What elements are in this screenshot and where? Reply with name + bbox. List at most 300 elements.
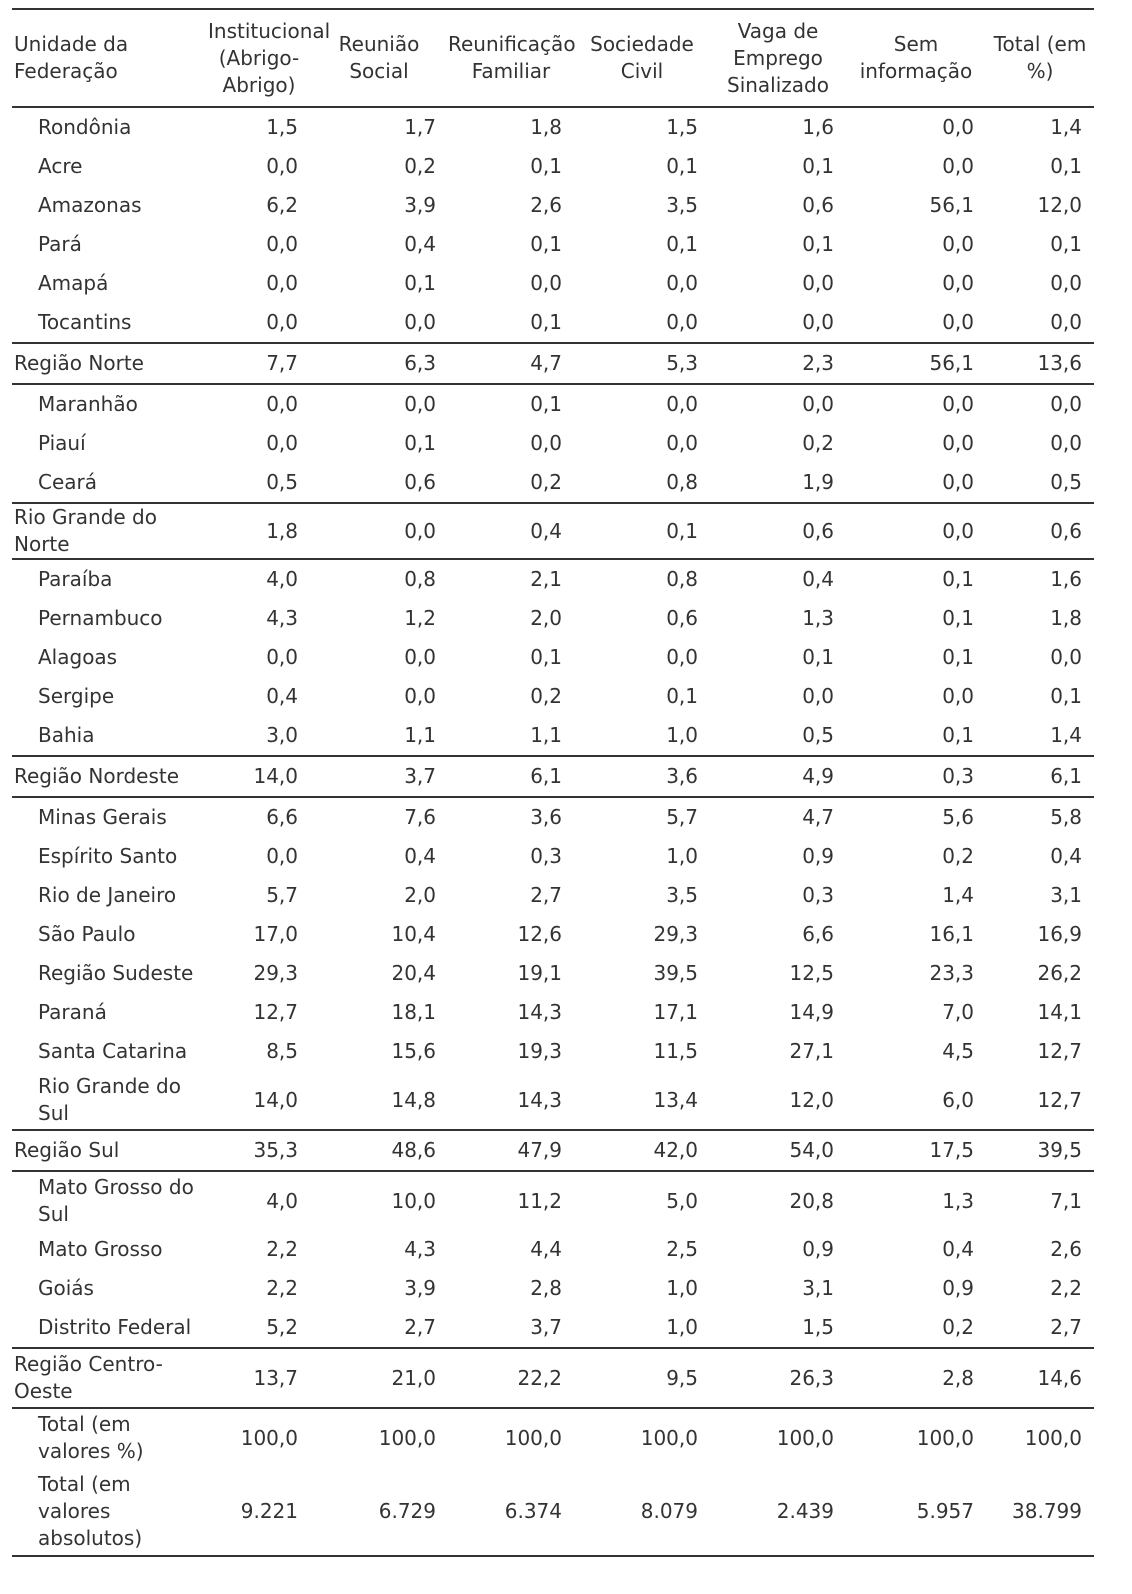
table-cell: 4,5: [942, 1039, 974, 1063]
table-row: [12, 1269, 1094, 1308]
table-cell: 12,7: [1037, 1087, 1082, 1112]
table-cell: 0,4: [1050, 844, 1082, 868]
table-row: [12, 186, 1094, 225]
table-cell: 19,1: [517, 961, 562, 985]
table-cell: 0,0: [942, 271, 974, 295]
table-cell: 0,1: [666, 232, 698, 256]
table-cell: 1,0: [666, 1276, 698, 1300]
table-cell: 39,5: [653, 961, 698, 985]
region-row: [12, 1130, 1094, 1171]
table-row: [12, 837, 1094, 876]
table-cell: 20,4: [391, 961, 436, 985]
data-table: [12, 8, 1094, 1557]
row-label: Sergipe: [38, 684, 115, 708]
table-cell: 6,2: [266, 193, 298, 217]
table-cell: 1,4: [1050, 723, 1082, 747]
table-cell: 0,8: [666, 567, 698, 591]
table-cell: 6.729: [310, 1467, 448, 1556]
table-cell: 1,3: [802, 606, 834, 630]
table-cell: 7,1: [1050, 1188, 1082, 1213]
table-cell: 0,4: [942, 1237, 974, 1261]
column-header: Reunificação Familiar: [448, 9, 574, 107]
column-header: Sociedade Civil: [574, 9, 710, 107]
table-cell: 4,4: [530, 1237, 562, 1261]
table-cell: 0,1: [942, 723, 974, 747]
table-cell: 2,7: [530, 883, 562, 907]
table-cell: 2,0: [404, 883, 436, 907]
row-label: Ceará: [38, 470, 98, 494]
table-cell: 2,6: [1050, 1237, 1082, 1261]
table-cell: 0,1: [404, 431, 436, 455]
table-cell: 0,6: [802, 193, 834, 217]
table-cell: 0,2: [942, 844, 974, 868]
row-label: Acre: [38, 154, 83, 178]
table-cell: 0,0: [266, 645, 298, 669]
table-cell: 0,1: [530, 232, 562, 256]
table-cell: 2,7: [404, 1315, 436, 1339]
row-label: Tocantins: [38, 310, 132, 334]
table-cell: 13,7: [208, 1348, 310, 1408]
table-cell: 6,3: [310, 343, 448, 384]
table-cell: 6,0: [942, 1087, 974, 1112]
table-row: [12, 1408, 1094, 1467]
row-label: Distrito Federal: [38, 1315, 192, 1339]
table-cell: 0,0: [266, 431, 298, 455]
table-cell: 100,0: [504, 1425, 562, 1450]
table-cell: 2,8: [846, 1348, 986, 1408]
table-row: [12, 1308, 1094, 1348]
table-cell: 3,1: [1050, 883, 1082, 907]
table-cell: 0,0: [266, 392, 298, 416]
row-label: Rio Grande do Norte: [12, 503, 208, 559]
table-row: [12, 559, 1094, 599]
table-container: [12, 8, 1094, 1557]
table-cell: 38.799: [986, 1467, 1094, 1556]
table-cell: 0,9: [802, 1237, 834, 1261]
table-cell: 6,1: [448, 756, 574, 797]
table-cell: 0,4: [404, 232, 436, 256]
table-cell: 0,0: [1050, 392, 1082, 416]
table-cell: 12,6: [517, 922, 562, 946]
table-cell: 0,6: [666, 606, 698, 630]
table-row: [12, 384, 1094, 424]
table-cell: 56,1: [846, 343, 986, 384]
table-cell: 0,0: [1050, 271, 1082, 295]
table-cell: 5,7: [266, 883, 298, 907]
table-cell: 7,7: [208, 343, 310, 384]
table-body: [12, 107, 1094, 1556]
header-row: [12, 9, 1094, 107]
table-cell: 23,3: [929, 961, 974, 985]
table-cell: 3,6: [530, 805, 562, 829]
table-cell: 1,3: [942, 1188, 974, 1213]
table-cell: 0,1: [802, 154, 834, 178]
table-cell: 6,1: [986, 756, 1094, 797]
table-cell: 1,8: [1050, 606, 1082, 630]
table-cell: 2.439: [710, 1467, 846, 1556]
row-label: Total (em valores %): [38, 1412, 144, 1463]
table-cell: 1,6: [1050, 567, 1082, 591]
table-cell: 5,3: [574, 343, 710, 384]
table-cell: 17,0: [253, 922, 298, 946]
table-row: [12, 225, 1094, 264]
row-label: Região Sudeste: [38, 961, 194, 985]
table-cell: 5,0: [666, 1188, 698, 1213]
table-row: [12, 993, 1094, 1032]
table-row: [12, 1230, 1094, 1269]
table-cell: 5,7: [666, 805, 698, 829]
table-cell: 3,9: [404, 193, 436, 217]
table-cell: 0,2: [530, 684, 562, 708]
table-cell: 2,6: [530, 193, 562, 217]
table-cell: 0,0: [666, 645, 698, 669]
table-cell: 1,4: [942, 883, 974, 907]
table-cell: 0,9: [942, 1276, 974, 1300]
column-header: Reunião Social: [310, 9, 448, 107]
table-cell: 14,3: [517, 1087, 562, 1112]
table-cell: 3,5: [666, 883, 698, 907]
region-row: [12, 1348, 1094, 1408]
table-cell: 0,0: [1050, 431, 1082, 455]
table-cell: 0,5: [266, 470, 298, 494]
table-cell: 9.221: [208, 1467, 310, 1556]
table-cell: 13,4: [653, 1087, 698, 1112]
table-cell: 1,5: [802, 1315, 834, 1339]
table-cell: 0,1: [802, 645, 834, 669]
table-row: [12, 876, 1094, 915]
table-cell: 1,0: [666, 1315, 698, 1339]
table-cell: 1,4: [1050, 115, 1082, 139]
table-cell: 0,0: [942, 392, 974, 416]
table-cell: 0,0: [1050, 310, 1082, 334]
table-cell: 0,0: [802, 271, 834, 295]
table-row: [12, 599, 1094, 638]
table-row: [12, 147, 1094, 186]
table-cell: 2,7: [1050, 1315, 1082, 1339]
table-cell: 100,0: [1024, 1425, 1082, 1450]
column-header: Sem informação: [846, 9, 986, 107]
table-cell: 17,1: [653, 1000, 698, 1024]
row-label: Mato Grosso: [38, 1237, 163, 1261]
table-cell: 7,0: [942, 1000, 974, 1024]
table-cell: 21,0: [310, 1348, 448, 1408]
table-cell: 0,6: [404, 470, 436, 494]
table-cell: 1,5: [666, 115, 698, 139]
table-cell: 2,8: [530, 1276, 562, 1300]
table-cell: 3,1: [802, 1276, 834, 1300]
table-cell: 0,8: [666, 470, 698, 494]
table-cell: 100,0: [378, 1425, 436, 1450]
table-cell: 0,0: [404, 392, 436, 416]
row-label: Rio Grande do Sul: [38, 1074, 181, 1125]
table-cell: 0,0: [942, 431, 974, 455]
row-label: Piauí: [38, 431, 86, 455]
table-cell: 2,3: [710, 343, 846, 384]
table-cell: 12,7: [1037, 1039, 1082, 1063]
table-cell: 12,7: [253, 1000, 298, 1024]
row-label: Goiás: [38, 1276, 94, 1300]
table-cell: 6,6: [266, 805, 298, 829]
table-cell: 0,1: [666, 684, 698, 708]
row-label: Mato Grosso do Sul: [38, 1175, 194, 1226]
table-cell: 1,9: [802, 470, 834, 494]
table-cell: 1,1: [404, 723, 436, 747]
table-cell: 14,8: [391, 1087, 436, 1112]
row-label: Rio de Janeiro: [38, 883, 177, 907]
table-cell: 4,9: [710, 756, 846, 797]
table-cell: 0,1: [404, 271, 436, 295]
table-cell: 0,3: [802, 883, 834, 907]
table-cell: 0,1: [1050, 684, 1082, 708]
region-row: [12, 503, 1094, 559]
row-label: Minas Gerais: [38, 805, 167, 829]
row-label: Bahia: [38, 723, 95, 747]
table-cell: 14,3: [517, 1000, 562, 1024]
table-row: [12, 716, 1094, 756]
table-cell: 1,0: [666, 844, 698, 868]
table-cell: 2,1: [530, 567, 562, 591]
table-cell: 0,0: [802, 684, 834, 708]
table-cell: 0,0: [666, 271, 698, 295]
table-cell: 0,0: [942, 684, 974, 708]
table-cell: 3,0: [266, 723, 298, 747]
table-row: [12, 1032, 1094, 1071]
table-cell: 14,0: [253, 1087, 298, 1112]
table-cell: 4,3: [404, 1237, 436, 1261]
table-cell: 29,3: [653, 922, 698, 946]
table-cell: 0,0: [846, 503, 986, 559]
table-cell: 14,6: [986, 1348, 1094, 1408]
table-cell: 1,1: [530, 723, 562, 747]
table-cell: 3,6: [574, 756, 710, 797]
row-label: Alagoas: [38, 645, 118, 669]
table-cell: 0,0: [666, 431, 698, 455]
table-cell: 3,7: [310, 756, 448, 797]
table-cell: 0,6: [986, 503, 1094, 559]
table-row: [12, 797, 1094, 837]
table-cell: 0,0: [802, 392, 834, 416]
row-label: Paraíba: [38, 567, 113, 591]
table-cell: 0,1: [802, 232, 834, 256]
row-label: Região Centro-Oeste: [12, 1348, 208, 1408]
row-label: Pará: [38, 232, 82, 256]
table-cell: 26,3: [710, 1348, 846, 1408]
table-row: [12, 264, 1094, 303]
table-row: [12, 915, 1094, 954]
table-cell: 0,2: [404, 154, 436, 178]
table-cell: 35,3: [208, 1130, 310, 1171]
column-header: Institucional (Abrigo-Abrigo): [208, 9, 310, 107]
table-row: [12, 954, 1094, 993]
row-label: Amazonas: [38, 193, 142, 217]
table-cell: 5.957: [846, 1467, 986, 1556]
table-cell: 1,7: [404, 115, 436, 139]
table-cell: 39,5: [986, 1130, 1094, 1171]
table-cell: 0,0: [942, 154, 974, 178]
table-cell: 56,1: [929, 193, 974, 217]
region-row: [12, 756, 1094, 797]
table-cell: 1,8: [208, 503, 310, 559]
table-cell: 6.374: [448, 1467, 574, 1556]
table-cell: 0,0: [942, 310, 974, 334]
table-cell: 5,2: [266, 1315, 298, 1339]
table-cell: 20,8: [789, 1188, 834, 1213]
table-cell: 0,1: [530, 645, 562, 669]
table-cell: 14,9: [789, 1000, 834, 1024]
table-cell: 42,0: [574, 1130, 710, 1171]
table-cell: 8.079: [574, 1467, 710, 1556]
table-cell: 0,6: [710, 503, 846, 559]
table-cell: 1,0: [666, 723, 698, 747]
table-row: [12, 303, 1094, 343]
table-cell: 3,9: [404, 1276, 436, 1300]
table-cell: 0,4: [802, 567, 834, 591]
row-label: Região Norte: [12, 343, 208, 384]
table-cell: 0,2: [802, 431, 834, 455]
table-cell: 0,4: [404, 844, 436, 868]
row-label: Maranhão: [38, 392, 138, 416]
table-cell: 12,5: [789, 961, 834, 985]
table-cell: 0,1: [1050, 232, 1082, 256]
table-cell: 17,5: [846, 1130, 986, 1171]
row-label: Amapá: [38, 271, 109, 295]
table-cell: 16,9: [1037, 922, 1082, 946]
table-cell: 0,0: [942, 115, 974, 139]
table-cell: 0,1: [942, 567, 974, 591]
table-cell: 1,6: [802, 115, 834, 139]
table-cell: 0,5: [1050, 470, 1082, 494]
table-cell: 0,0: [266, 310, 298, 334]
row-label: Paraná: [38, 1000, 107, 1024]
table-cell: 0,0: [666, 310, 698, 334]
table-cell: 0,0: [404, 684, 436, 708]
table-cell: 0,0: [942, 232, 974, 256]
table-cell: 0,0: [404, 645, 436, 669]
table-cell: 0,1: [1050, 154, 1082, 178]
table-cell: 4,7: [448, 343, 574, 384]
table-cell: 0,8: [404, 567, 436, 591]
table-cell: 0,4: [266, 684, 298, 708]
row-label: Total (em valores absolutos): [12, 1467, 208, 1556]
table-cell: 4,7: [802, 805, 834, 829]
table-row: [12, 107, 1094, 147]
table-row: [12, 677, 1094, 716]
table-cell: 9,5: [574, 1348, 710, 1408]
table-cell: 0,1: [666, 154, 698, 178]
table-cell: 26,2: [1037, 961, 1082, 985]
table-cell: 8,5: [266, 1039, 298, 1063]
table-cell: 14,1: [1037, 1000, 1082, 1024]
row-label: Pernambuco: [38, 606, 163, 630]
row-label: Espírito Santo: [38, 844, 178, 868]
table-cell: 7,6: [404, 805, 436, 829]
row-label: Região Nordeste: [12, 756, 208, 797]
row-label: Santa Catarina: [38, 1039, 188, 1063]
table-cell: 2,2: [1050, 1276, 1082, 1300]
table-cell: 0,1: [942, 606, 974, 630]
table-cell: 10,0: [391, 1188, 436, 1213]
table-cell: 2,5: [666, 1237, 698, 1261]
column-header: Unidade da Federação: [12, 9, 208, 107]
table-cell: 48,6: [310, 1130, 448, 1171]
table-cell: 0,0: [802, 310, 834, 334]
table-cell: 1,2: [404, 606, 436, 630]
table-cell: 18,1: [391, 1000, 436, 1024]
table-cell: 0,0: [530, 271, 562, 295]
column-header: Total (em %): [986, 9, 1094, 107]
table-cell: 4,3: [266, 606, 298, 630]
table-cell: 100,0: [916, 1425, 974, 1450]
table-cell: 0,0: [404, 310, 436, 334]
table-cell: 3,5: [666, 193, 698, 217]
column-header: Vaga de Emprego Sinalizado: [710, 9, 846, 107]
table-cell: 1,8: [530, 115, 562, 139]
table-cell: 27,1: [789, 1039, 834, 1063]
table-row: [12, 424, 1094, 463]
table-row: [12, 463, 1094, 503]
table-cell: 100,0: [240, 1425, 298, 1450]
table-cell: 0,0: [530, 431, 562, 455]
table-cell: 13,6: [986, 343, 1094, 384]
table-cell: 0,9: [802, 844, 834, 868]
table-cell: 0,1: [942, 645, 974, 669]
table-cell: 0,0: [942, 470, 974, 494]
table-cell: 3,7: [530, 1315, 562, 1339]
table-cell: 0,1: [530, 154, 562, 178]
region-row: [12, 343, 1094, 384]
table-cell: 29,3: [253, 961, 298, 985]
table-cell: 4,0: [266, 567, 298, 591]
table-cell: 14,0: [208, 756, 310, 797]
table-cell: 12,0: [789, 1087, 834, 1112]
table-cell: 12,0: [1037, 193, 1082, 217]
table-cell: 0,1: [530, 310, 562, 334]
table-cell: 0,2: [942, 1315, 974, 1339]
table-cell: 22,2: [448, 1348, 574, 1408]
table-cell: 11,5: [653, 1039, 698, 1063]
table-row: [12, 1467, 1094, 1556]
table-cell: 11,2: [517, 1188, 562, 1213]
table-cell: 47,9: [448, 1130, 574, 1171]
table-cell: 5,8: [1050, 805, 1082, 829]
table-cell: 0,3: [530, 844, 562, 868]
table-cell: 0,1: [574, 503, 710, 559]
table-cell: 0,0: [266, 154, 298, 178]
table-row: [12, 638, 1094, 677]
table-cell: 0,4: [448, 503, 574, 559]
table-cell: 100,0: [776, 1425, 834, 1450]
table-cell: 0,5: [802, 723, 834, 747]
table-cell: 4,0: [266, 1188, 298, 1213]
table-cell: 16,1: [929, 922, 974, 946]
table-cell: 0,0: [266, 271, 298, 295]
table-row: [12, 1071, 1094, 1130]
table-cell: 0,2: [530, 470, 562, 494]
table-cell: 0,0: [1050, 645, 1082, 669]
table-cell: 10,4: [391, 922, 436, 946]
table-cell: 0,0: [310, 503, 448, 559]
table-cell: 54,0: [710, 1130, 846, 1171]
table-row: [12, 1171, 1094, 1230]
table-cell: 0,3: [846, 756, 986, 797]
table-cell: 6,6: [802, 922, 834, 946]
row-label: Região Sul: [12, 1130, 208, 1171]
table-cell: 0,1: [530, 392, 562, 416]
table-cell: 2,2: [266, 1276, 298, 1300]
table-cell: 2,2: [266, 1237, 298, 1261]
row-label: São Paulo: [38, 922, 136, 946]
table-cell: 1,5: [266, 115, 298, 139]
